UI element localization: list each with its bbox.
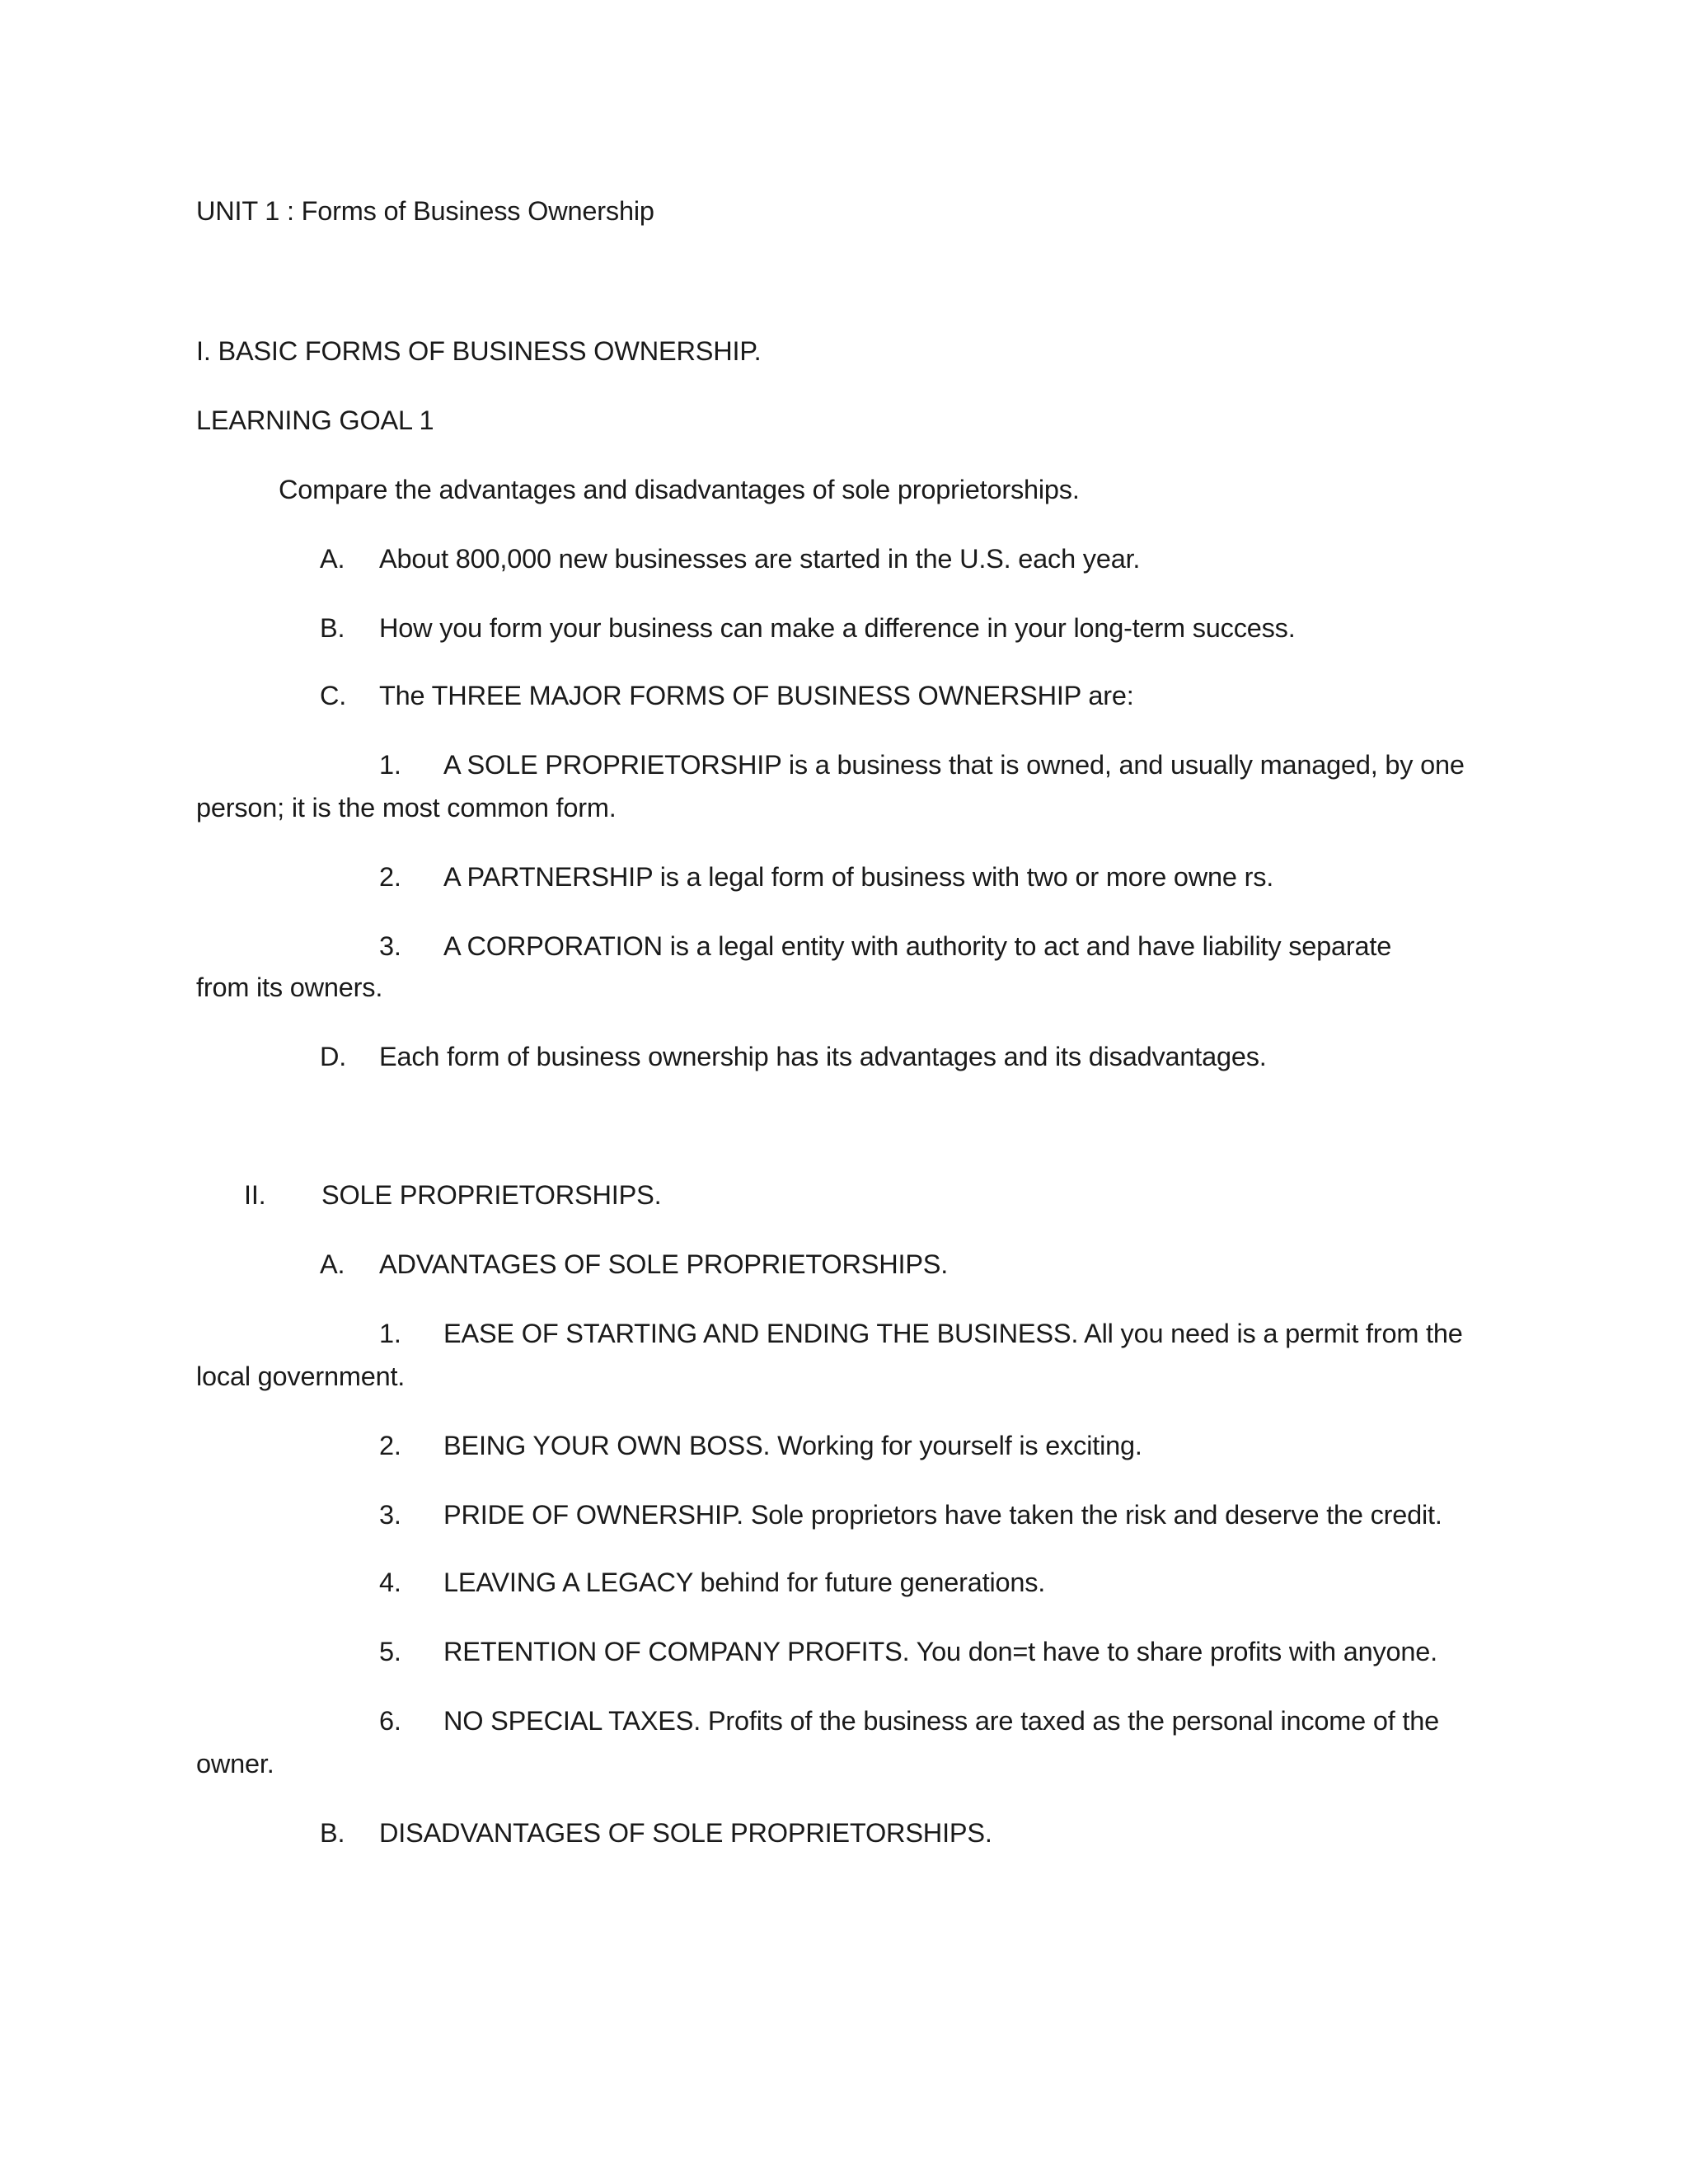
advantage-5 bbox=[379, 1630, 1437, 1673]
form-2-text: A PARTNERSHIP is a legal form of business with two or more owne rs. bbox=[443, 862, 1274, 892]
form-1-marker: 1. bbox=[379, 750, 401, 780]
advantage-5-text: RETENTION OF COMPANY PROFITS. You don=t have to share profits with anyone. bbox=[443, 1637, 1437, 1666]
item-a-marker: A. bbox=[320, 544, 345, 574]
advantage-3 bbox=[379, 1493, 1442, 1536]
item-a bbox=[320, 537, 1140, 580]
item-c-text: The THREE MAJOR FORMS OF BUSINESS OWNERSHIP are: bbox=[379, 681, 1134, 710]
form-3-text: A CORPORATION is a legal entity with authority to act and have liability separate bbox=[443, 931, 1392, 961]
advantage-5-marker: 5. bbox=[379, 1637, 401, 1666]
advantage-3-text: PRIDE OF OWNERSHIP. Sole proprietors have taken the risk and deserve the credit. bbox=[443, 1500, 1442, 1530]
form-2-marker: 2. bbox=[379, 862, 401, 892]
item-a-text: About 800,000 new businesses are started in the U.S. each year. bbox=[379, 544, 1141, 574]
advantage-1-text: EASE OF STARTING AND ENDING THE BUSINESS. All you need is a permit from the bbox=[443, 1319, 1463, 1348]
disadvantages-heading bbox=[320, 1811, 992, 1854]
item-b-text: How you form your business can make a difference in your long-term success. bbox=[379, 613, 1296, 643]
section-2-marker: II. bbox=[244, 1180, 266, 1210]
advantage-6-line1 bbox=[379, 1699, 1439, 1742]
item-d-marker: D. bbox=[320, 1042, 347, 1071]
item-b-marker: B. bbox=[320, 613, 345, 643]
advantage-6-line2: owner. bbox=[196, 1749, 274, 1779]
item-d-text: Each form of business ownership has its advantages and its disadvantages. bbox=[379, 1042, 1267, 1071]
advantage-1-line1 bbox=[379, 1312, 1463, 1355]
form-1-text: A SOLE PROPRIETORSHIP is a business that is owned, and usually managed, by one bbox=[443, 750, 1465, 780]
section-2-title: SOLE PROPRIETORSHIPS. bbox=[321, 1180, 662, 1210]
advantage-2-marker: 2. bbox=[379, 1431, 401, 1460]
advantage-4 bbox=[379, 1561, 1045, 1604]
disadvantages-title: DISADVANTAGES OF SOLE PROPRIETORSHIPS. bbox=[379, 1818, 992, 1848]
form-1-line1 bbox=[379, 743, 1465, 786]
disadvantages-marker: B. bbox=[320, 1818, 345, 1848]
form-2 bbox=[379, 855, 1273, 898]
advantage-6-marker: 6. bbox=[379, 1706, 401, 1736]
unit-title: UNIT 1 : Forms of Business Ownership bbox=[196, 196, 654, 226]
item-b bbox=[320, 607, 1296, 649]
section-1-heading: I. BASIC FORMS OF BUSINESS OWNERSHIP. bbox=[196, 336, 762, 366]
advantage-4-marker: 4. bbox=[379, 1568, 401, 1597]
item-d bbox=[320, 1035, 1267, 1078]
item-c bbox=[320, 674, 1134, 717]
advantage-2-text: BEING YOUR OWN BOSS. Working for yourself is exciting. bbox=[443, 1431, 1142, 1460]
advantage-2 bbox=[379, 1424, 1142, 1467]
advantage-4-text: LEAVING A LEGACY behind for future generations. bbox=[443, 1568, 1046, 1597]
advantage-3-marker: 3. bbox=[379, 1500, 401, 1530]
advantage-1-line2: local government. bbox=[196, 1361, 406, 1391]
advantage-1-marker: 1. bbox=[379, 1319, 401, 1348]
form-1-line2: person; it is the most common form. bbox=[196, 793, 617, 823]
learning-goal-text: Compare the advantages and disadvantages of sole proprietorships. bbox=[279, 475, 1080, 504]
form-3-marker: 3. bbox=[379, 931, 401, 961]
section-2-heading bbox=[244, 1174, 661, 1216]
learning-goal-label: LEARNING GOAL 1 bbox=[196, 405, 434, 435]
advantages-heading bbox=[320, 1243, 948, 1286]
advantages-marker: A. bbox=[320, 1249, 345, 1279]
form-3-line2: from its owners. bbox=[196, 972, 383, 1002]
item-c-marker: C. bbox=[320, 681, 347, 710]
form-3-line1 bbox=[379, 925, 1391, 968]
advantages-title: ADVANTAGES OF SOLE PROPRIETORSHIPS. bbox=[379, 1249, 949, 1279]
advantage-6-text: NO SPECIAL TAXES. Profits of the business are taxed as the personal income of the bbox=[443, 1706, 1439, 1736]
